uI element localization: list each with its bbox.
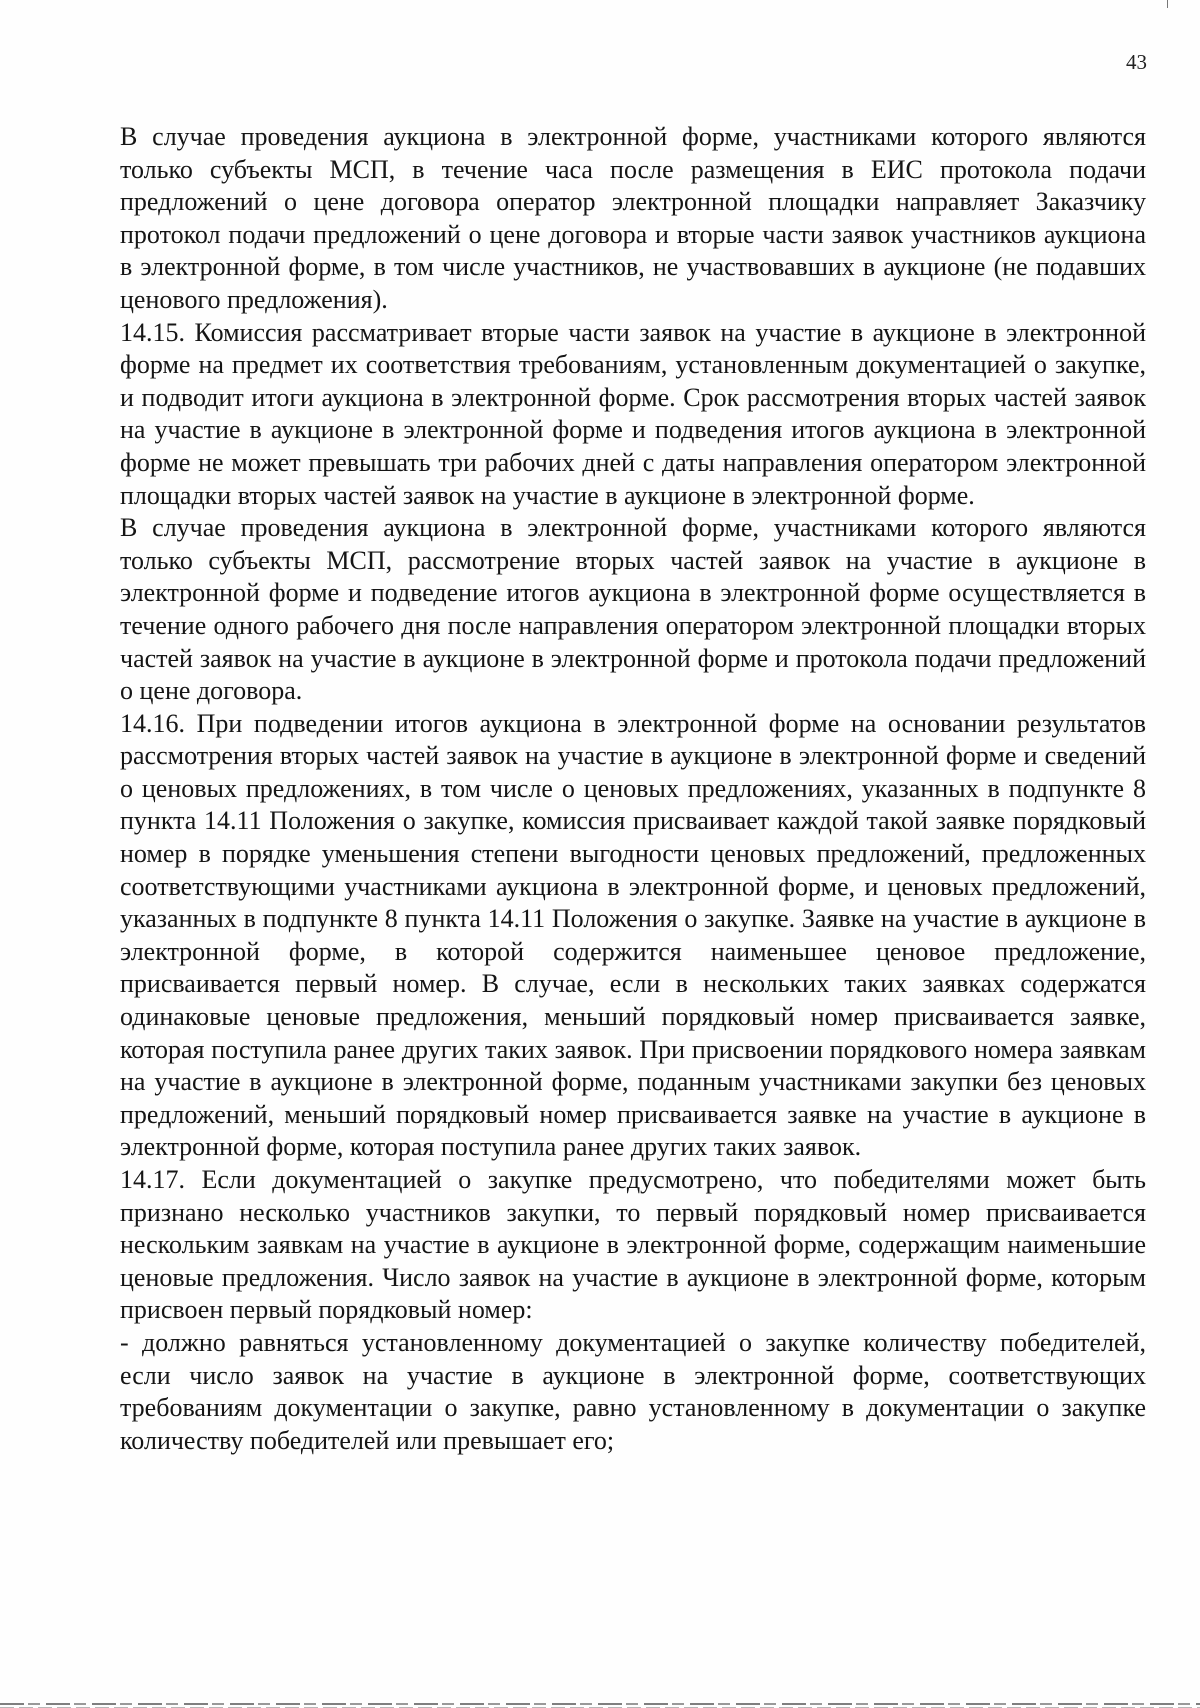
paragraph-14-15: 14.15. Комиссия рассматривает вторые части заявок на участие в аукционе в электронной форме на предмет их соответствия требованиям, установленным документацией о закупке, и подводит итоги аукциона в электронной форме. Срок рассмотрения вторых частей заявок на участие в аукционе в электронной форме и подведения итогов аукциона в электронной форме не может превышать три рабочих дней с даты направления оператором электронной площадки вторых частей заявок на участие в аукционе в электронной форме. — [120, 317, 1146, 510]
scan-corner-mark — [1167, 0, 1168, 8]
scan-bottom-edge — [0, 1703, 1200, 1705]
paragraph-14-17: 14.17. Если документацией о закупке предусмотрено, что победителями может быть признано несколько участников закупки, то первый порядковый номер присваивается нескольким заявкам на участие в аукционе в электронной форме, содержащим наименьшие ценовые предложения. Число заявок на участие в аукционе в электронной форме, которым присвоен первый порядковый номер: — [120, 1165, 1146, 1325]
paragraph-msp-protocol: В случае проведения аукциона в электронной форме, участниками которого являются только субъекты МСП, в течение часа после размещения в ЕИС протокола подачи предложений о цене договора оператор электронной площадки направляет Заказчику протокол подачи предложений о цене договора и вторые части заявок участников аукциона в электронной форме, в том числе участников, не участвовавших в аукционе (не подавших ценового предложения). — [120, 122, 1146, 314]
paragraph-msp-review: В случае проведения аукциона в электронной форме, участниками которого являются только субъекты МСП, рассмотрение вторых частей заявок на участие в аукционе в электронной форме и подведение итогов аукциона в электронной форме осуществляется в течение одного рабочего дня после направления оператором электронной площадки вторых частей заявок на участие в аукционе в электронной форме и протокола подачи предложений о цене договора. — [120, 513, 1146, 706]
page-number: 43 — [1126, 50, 1147, 74]
paragraph-14-16: 14.16. При подведении итогов аукциона в электронной форме на основании результатов рассмотрения вторых частей заявок на участие в аукционе в электронной форме и сведений о ценовых предложениях, в том числе о ценовых предложениях, указанных в подпункте 8 пункта 14.11 Положения о закупке, комиссия присваивает каждой такой заявке порядковый номер в порядке уменьшения степени выгодности ценовых предложений, предложенных соответствующими участниками аукциона в электронной форме, и ценовых предложений, указанных в подпункте 8 пункта 14.11 Положения о закупке. Заявке на участие в аукционе в электронной форме, в которой содержится наименьшее ценовое предложение, присваивается первый номер. В случае, если в нескольких таких заявках содержатся одинаковые ценовые предложения, меньший порядковый номер присваивается заявке, которая поступила ранее других таких заявок. При присвоении порядкового номера заявкам на участие в аукционе в электронной форме, поданным участниками закупки без ценовых предложений, меньший порядковый номер присваивается заявке на участие в аукционе в электронной форме, которая поступила ранее других таких заявок. — [120, 708, 1146, 1162]
list-item-winners-count: - должно равняться установленному документацией о закупке количеству победителей, если число заявок на участие в аукционе в электронной форме, соответствующих требованиям документации о закупке, равно установленному в документации о закупке количеству победителей или превышает его; — [120, 1327, 1146, 1455]
document-body — [120, 121, 1146, 1457]
